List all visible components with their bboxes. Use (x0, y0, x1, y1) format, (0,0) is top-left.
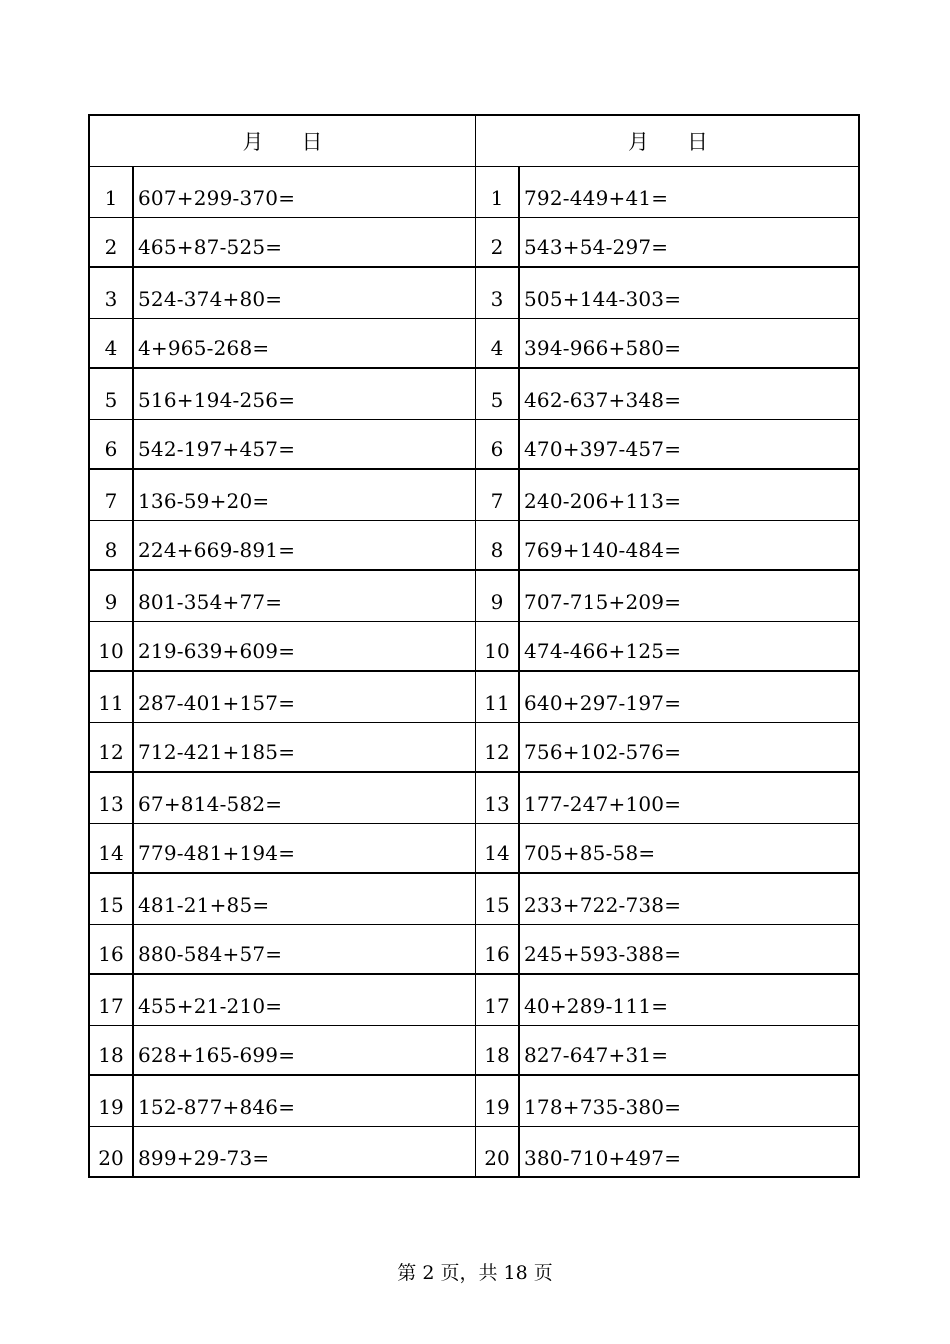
problem-row (90, 975, 475, 1026)
problem-expression: 607+299-370= (138, 185, 296, 210)
problem-row (476, 672, 860, 723)
problem-number: 5 (476, 369, 520, 419)
problem-row (90, 571, 475, 622)
problem-row (90, 268, 475, 319)
problem-expression: 152-877+846= (138, 1094, 296, 1119)
problem-number: 13 (476, 773, 520, 823)
problem-expression: 240-206+113= (524, 488, 682, 513)
problem-expression: 705+85-58= (524, 841, 656, 865)
problem-number: 10 (476, 622, 520, 671)
problem-row (476, 420, 860, 471)
problem-expression: 462-637+348= (524, 387, 682, 412)
problem-number: 18 (90, 1026, 134, 1075)
problem-expression: 481-21+85= (138, 892, 270, 917)
worksheet-table (88, 114, 860, 1178)
problem-number: 1 (476, 167, 520, 217)
problem-expression: 177-247+100= (524, 791, 682, 816)
problem-expression: 470+397-457= (524, 437, 682, 461)
problem-row (90, 672, 475, 723)
problem-row (90, 925, 475, 976)
problem-row (90, 824, 475, 875)
problem-number: 9 (476, 571, 520, 621)
problem-expression: 233+722-738= (524, 892, 682, 917)
problem-expression: 543+54-297= (524, 235, 669, 259)
problem-row (90, 723, 475, 774)
problem-row (90, 218, 475, 269)
problem-expression: 455+21-210= (138, 993, 283, 1018)
problem-expression: 899+29-73= (138, 1146, 270, 1170)
problem-number: 16 (90, 925, 134, 974)
problem-number: 12 (476, 723, 520, 772)
problem-expression: 67+814-582= (138, 791, 283, 816)
problem-number: 2 (476, 218, 520, 267)
problem-expression: 474-466+125= (524, 639, 682, 663)
problem-expression: 4+965-268= (138, 336, 270, 360)
problem-number: 18 (476, 1026, 520, 1075)
problem-row (476, 319, 860, 370)
problem-number: 20 (476, 1127, 520, 1178)
problem-number: 7 (476, 470, 520, 520)
day-label: 日 (687, 130, 708, 154)
problem-row (90, 1026, 475, 1077)
problem-number: 11 (476, 672, 520, 722)
problem-expression: 712-421+185= (138, 740, 296, 764)
problem-row (476, 723, 860, 774)
problem-number: 3 (476, 268, 520, 318)
problem-number: 15 (476, 874, 520, 924)
problem-expression: 756+102-576= (524, 740, 682, 764)
problem-number: 19 (90, 1076, 134, 1126)
problem-number: 8 (90, 521, 134, 570)
day-label: 日 (301, 130, 323, 154)
problem-number: 17 (476, 975, 520, 1025)
problem-row (90, 470, 475, 521)
problem-row (476, 925, 860, 976)
date-header-right (476, 116, 860, 167)
problem-row (476, 824, 860, 875)
problem-expression: 707-715+209= (524, 589, 682, 614)
problem-expression: 640+297-197= (524, 690, 682, 715)
problem-row (476, 1076, 860, 1127)
problem-expression: 801-354+77= (138, 589, 283, 614)
problem-row (90, 319, 475, 370)
problem-number: 11 (90, 672, 134, 722)
problem-row (476, 167, 860, 218)
problem-expression: 779-481+194= (138, 841, 296, 865)
problem-number: 14 (90, 824, 134, 873)
problem-number: 14 (476, 824, 520, 873)
problem-row (90, 369, 475, 420)
problem-expression: 516+194-256= (138, 387, 296, 412)
problem-row (476, 1127, 860, 1178)
problem-row (476, 521, 860, 572)
problem-expression: 178+735-380= (524, 1094, 682, 1119)
problem-expression: 542-197+457= (138, 437, 296, 461)
problem-number: 12 (90, 723, 134, 772)
problem-row (90, 420, 475, 471)
problem-row (476, 369, 860, 420)
problem-number: 8 (476, 521, 520, 570)
problem-number: 6 (476, 420, 520, 469)
problem-row (90, 521, 475, 572)
problem-row (90, 622, 475, 673)
month-label: 月 (242, 130, 264, 154)
problem-number: 1 (90, 167, 134, 217)
problem-number: 5 (90, 369, 134, 419)
problem-expression: 245+593-388= (524, 942, 682, 966)
problem-number: 7 (90, 470, 134, 520)
problem-number: 2 (90, 218, 134, 267)
problem-expression: 792-449+41= (524, 185, 669, 210)
problem-number: 19 (476, 1076, 520, 1126)
problem-expression: 224+669-891= (138, 538, 296, 562)
problem-expression: 465+87-525= (138, 235, 283, 259)
problem-number: 10 (90, 622, 134, 671)
problem-row (476, 571, 860, 622)
problem-number: 9 (90, 571, 134, 621)
problem-number: 3 (90, 268, 134, 318)
problem-row (90, 1076, 475, 1127)
problem-row (90, 1127, 475, 1178)
problem-expression: 880-584+57= (138, 942, 283, 966)
problem-expression: 287-401+157= (138, 690, 296, 715)
problem-number: 4 (476, 319, 520, 368)
month-label: 月 (628, 130, 649, 154)
problem-number: 15 (90, 874, 134, 924)
problem-row (476, 975, 860, 1026)
problem-number: 17 (90, 975, 134, 1025)
problem-expression: 219-639+609= (138, 639, 296, 663)
problem-expression: 628+165-699= (138, 1043, 296, 1067)
problem-expression: 827-647+31= (524, 1043, 669, 1067)
left-column (90, 116, 476, 1176)
problem-expression: 524-374+80= (138, 286, 283, 311)
problem-row (476, 773, 860, 824)
problem-number: 13 (90, 773, 134, 823)
problem-expression: 136-59+20= (138, 488, 270, 513)
page-footer: 第 2 页，共 18 页 (397, 1262, 553, 1284)
problem-expression: 505+144-303= (524, 286, 682, 311)
problem-row (476, 1026, 860, 1077)
problem-row (90, 773, 475, 824)
problem-row (476, 470, 860, 521)
problem-row (476, 218, 860, 269)
problem-expression: 40+289-111= (524, 993, 669, 1018)
problem-row (476, 622, 860, 673)
problem-number: 4 (90, 319, 134, 368)
problem-row (476, 268, 860, 319)
right-column (476, 116, 860, 1176)
problem-row (476, 874, 860, 925)
problem-expression: 394-966+580= (524, 336, 682, 360)
problem-number: 16 (476, 925, 520, 974)
problem-row (90, 167, 475, 218)
problem-row (90, 874, 475, 925)
problem-number: 20 (90, 1127, 134, 1178)
problem-number: 6 (90, 420, 134, 469)
date-header-left (90, 116, 475, 167)
problem-expression: 380-710+497= (524, 1146, 682, 1170)
problem-expression: 769+140-484= (524, 538, 682, 562)
